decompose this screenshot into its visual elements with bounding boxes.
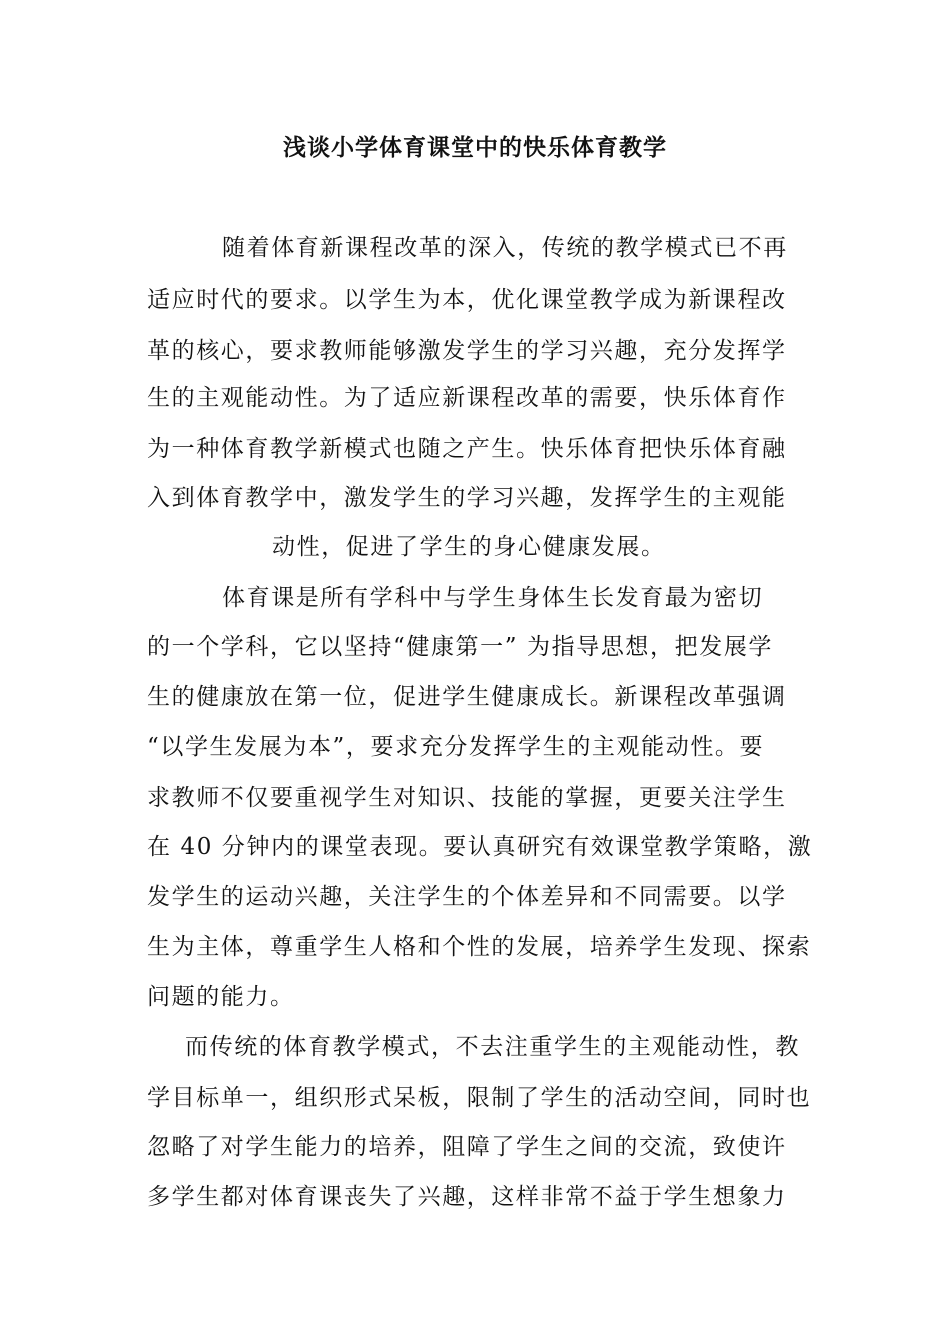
paragraph-line: 问题的能力。 (147, 984, 295, 1010)
paragraph-line: 生的健康放在第一位，促进学生健康成长。新课程改革强调 (147, 684, 787, 710)
paragraph-line: 动性，促进了学生的身心健康发展。 (272, 534, 666, 560)
paragraph-line: “以学生发展为本”，要求充分发挥学生的主观能动性。要 (147, 734, 765, 760)
paragraph-line: 生的主观能动性。为了适应新课程改革的需要，快乐体育作 (147, 385, 787, 411)
paragraph-line: 体育课是所有学科中与学生身体生长发育最为密切 (222, 585, 764, 611)
paragraph-line: 在 40 分钟内的课堂表现。要认真研究有效课堂教学策略，激 (147, 834, 813, 860)
paragraph-line: 随着体育新课程改革的深入，传统的教学模式已不再 (222, 235, 788, 261)
paragraph-line: 忽略了对学生能力的培养，阻障了学生之间的交流，致使许 (147, 1134, 787, 1160)
paragraph-line: 多学生都对体育课丧失了兴趣，这样非常不益于学生想象力 (147, 1184, 787, 1210)
paragraph-line: 而传统的体育教学模式，不去注重学生的主观能动性，教 (185, 1034, 800, 1060)
paragraph-line: 入到体育教学中，激发学生的学习兴趣，发挥学生的主观能 (147, 485, 787, 511)
paragraph-line: 生为主体，尊重学生人格和个性的发展，培养学生发现、探索 (147, 934, 812, 960)
paragraph-line: 学目标单一，组织形式呆板，限制了学生的活动空间，同时也 (147, 1085, 812, 1111)
paragraph-line: 发学生的运动兴趣，关注学生的个体差异和不同需要。以学 (147, 884, 787, 910)
document-title: 浅谈小学体育课堂中的快乐体育教学 (283, 134, 667, 161)
paragraph-line: 求教师不仅要重视学生对知识、技能的掌握，更要关注学生 (147, 785, 787, 811)
paragraph-line: 革的核心，要求教师能够激发学生的学习兴趣，充分发挥学 (147, 338, 787, 364)
paragraph-line: 的一个学科，它以坚持“健康第一” 为指导思想，把发展学 (147, 634, 774, 660)
paragraph-line: 为一种体育教学新模式也随之产生。快乐体育把快乐体育融 (147, 436, 787, 462)
paragraph-line: 适应时代的要求。以学生为本，优化课堂教学成为新课程改 (147, 287, 787, 313)
